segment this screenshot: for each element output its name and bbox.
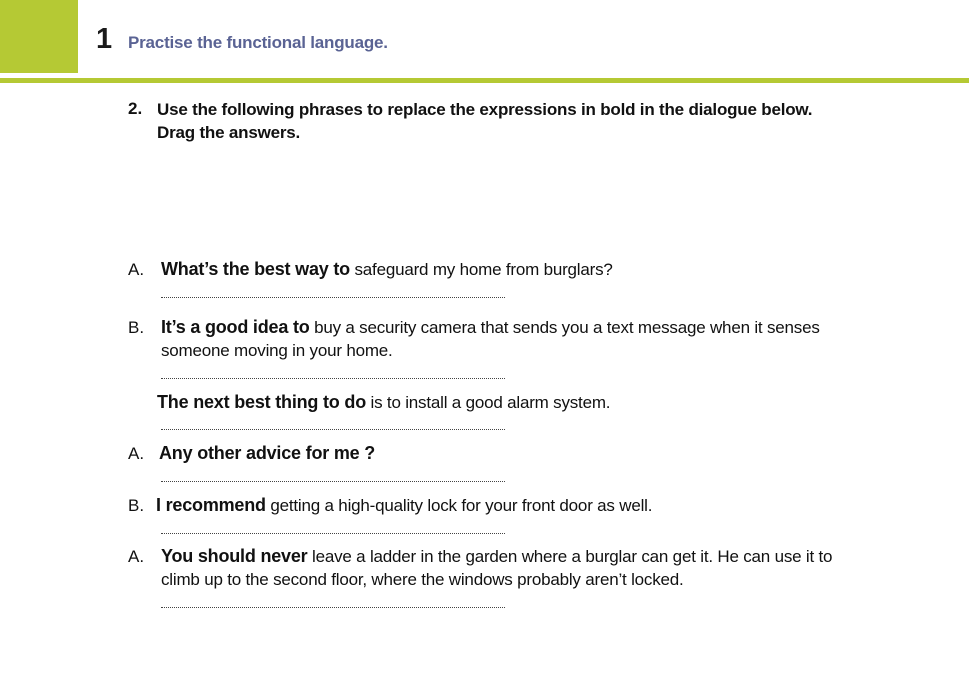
bold-expression[interactable]: You should never: [161, 546, 308, 566]
answer-drop-zone[interactable]: [161, 297, 505, 298]
dialogue-speaker: B.: [128, 496, 145, 515]
dialogue-speaker: A.: [128, 260, 145, 279]
instruction-number: 2.: [128, 99, 143, 118]
bold-expression[interactable]: I recommend: [156, 495, 266, 515]
dialogue-speaker: A.: [128, 547, 145, 566]
dialogue-speaker: B.: [128, 318, 145, 337]
instruction-line-2: Drag the answers.: [157, 123, 301, 142]
dialogue-text: leave a ladder in the garden where a burglar can get it. He can use it to: [307, 547, 833, 566]
answer-drop-zone[interactable]: [161, 607, 505, 608]
dialogue-text-continued: someone moving in your home.: [161, 341, 393, 360]
answer-drop-zone[interactable]: [161, 533, 505, 534]
bold-expression[interactable]: Any other advice for me ?: [159, 443, 376, 463]
section-number: 1: [96, 23, 113, 55]
header-divider: [0, 78, 969, 83]
header-accent-block: [0, 0, 78, 73]
dialogue-line: [157, 391, 610, 414]
dialogue-text: is to install a good alarm system.: [366, 393, 611, 412]
answer-drop-zone[interactable]: [161, 481, 505, 482]
answer-drop-zone[interactable]: [161, 378, 505, 379]
dialogue-line: [159, 442, 375, 465]
dialogue-text-continued: climb up to the second floor, where the windows probably aren’t locked.: [161, 570, 684, 589]
answer-drop-zone[interactable]: [161, 429, 505, 430]
section-title: Practise the functional language.: [128, 33, 388, 52]
dialogue-text: buy a security camera that sends you a text message when it senses: [309, 318, 820, 337]
dialogue-line: [161, 545, 832, 568]
dialogue-speaker: A.: [128, 444, 145, 463]
dialogue-line: [161, 316, 820, 339]
instruction-line-1: Use the following phrases to replace the expressions in bold in the dialogue below.: [157, 100, 813, 119]
instruction-text: [157, 98, 857, 144]
bold-expression[interactable]: The next best thing to do: [157, 392, 366, 412]
dialogue-text: safeguard my home from burglars?: [349, 260, 613, 279]
dialogue-line: [161, 258, 613, 281]
bold-expression[interactable]: It’s a good idea to: [161, 317, 310, 337]
dialogue-line: [156, 494, 652, 517]
bold-expression[interactable]: What’s the best way to: [161, 259, 350, 279]
dialogue-text: getting a high-quality lock for your front door as well.: [265, 496, 653, 515]
